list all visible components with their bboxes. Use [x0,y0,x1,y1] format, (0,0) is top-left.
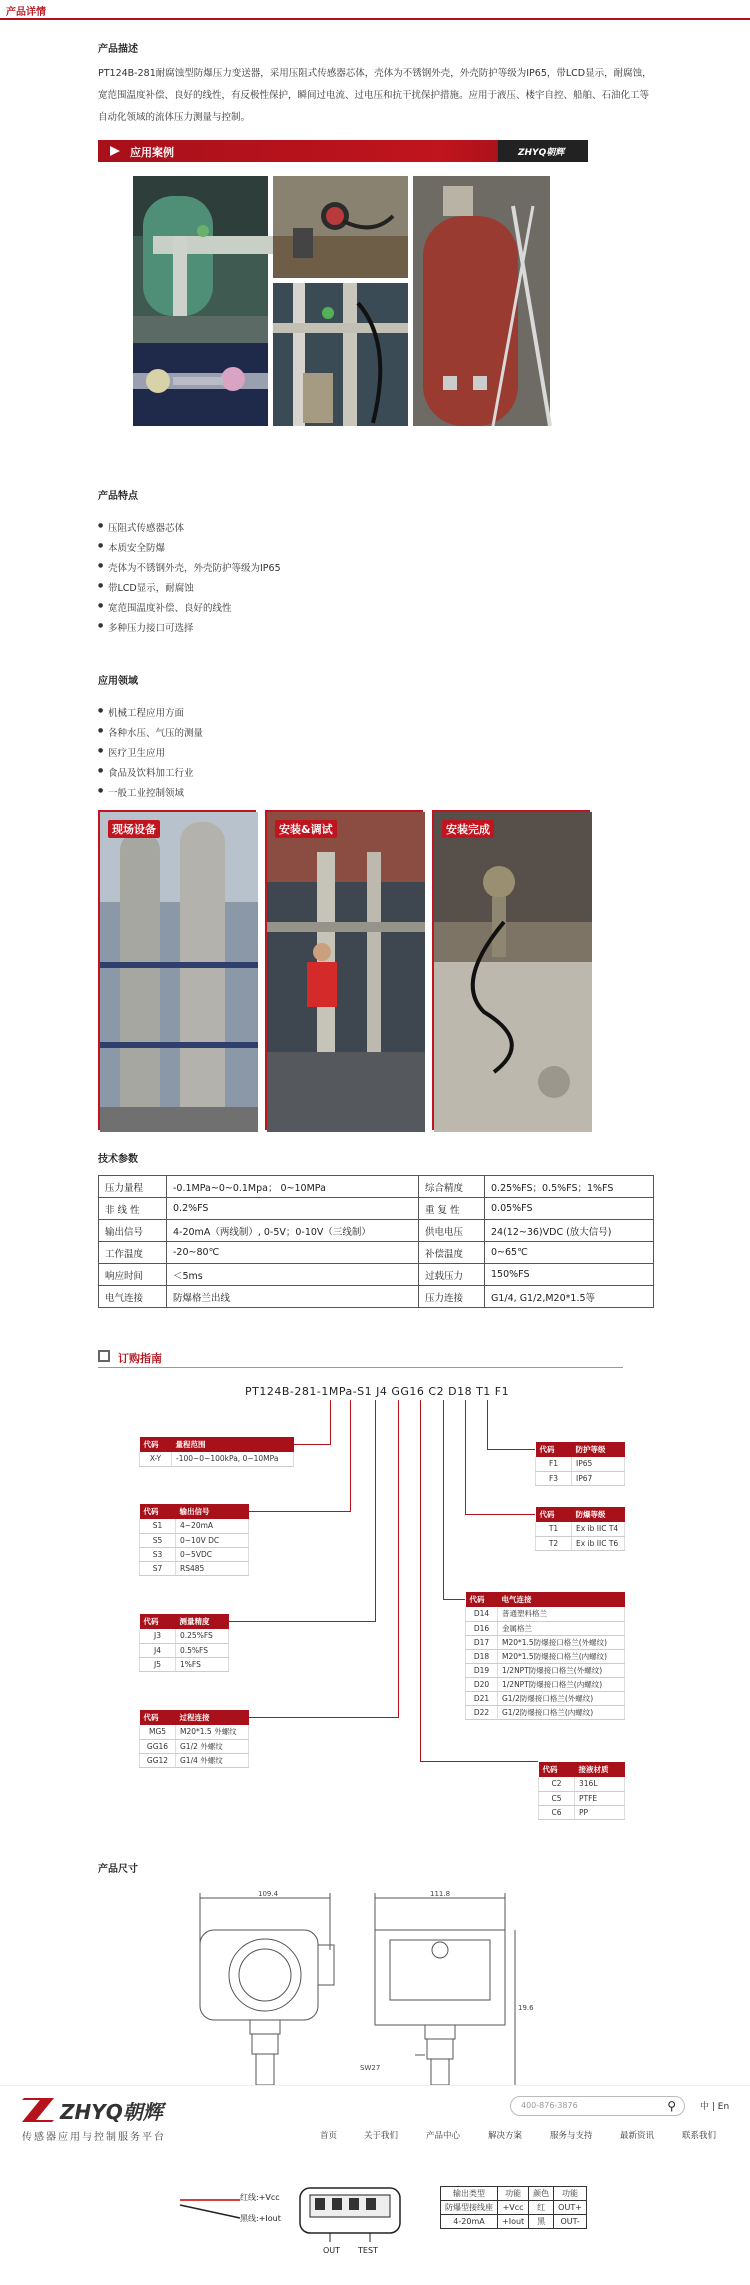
footer-brand: ZHYQ朝辉 [60,2100,163,2124]
brand-logo: ZHYQ朝辉 [498,140,588,162]
nav-home[interactable]: 首页 [320,2131,338,2141]
connector [443,1400,444,1600]
case-photo-5 [133,343,268,426]
table-row: 输出信号 4-20mA（两线制）, 0-5V；0-10V（三线制） 供电电压 24(12~36)VDC (放大信号) [99,1220,654,1242]
site-photo-install: 安装&调试 [265,810,423,1130]
connector [487,1400,488,1450]
terminal-test-label: TEST [358,2246,378,2255]
dimension-drawing [180,1890,534,2085]
application-item: ● 医疗卫生应用 [98,745,165,759]
table-row: 防爆型接线座 +Vcc 红 OUT+ [441,2201,587,2215]
case-photo-4 [273,283,408,426]
order-table-exproof: 代码 防爆等级 T1 Ex ib IIC T4 T2 Ex ib IIC T6 [535,1507,625,1551]
page-header-title: 产品详情 [6,7,46,18]
order-table-electric: 代码 电气连接 D14 普通塑料格兰 D16 金属格兰 D17 M20*1.5防爆接口格兰(外螺纹) D18 M20*1.5防爆接口格兰(内螺纹) D19 1/2NPT防爆接口格兰(外螺纹) D20 1/2NPT防爆接口格兰(内螺纹) D21 G1/2防爆接口格兰(外螺纹) D22 G1/2防爆接口格兰(内螺纹) [465,1592,625,1720]
feature-item: ● 带LCD显示，耐腐蚀 [98,580,194,594]
table-row: 响应时间 ＜5ms 过载压力 150%FS [99,1264,654,1286]
connector [226,1621,376,1622]
case-photo-3 [413,176,550,426]
feature-item: ● 壳体为不锈钢外壳，外壳防护等级为IP65 [98,560,281,574]
application-item: ● 机械工程应用方面 [98,705,184,719]
connector [330,1400,331,1445]
svg-text:111.8: 111.8 [430,1890,451,1898]
case-banner-title: 应用案例 [130,146,174,159]
nav-about[interactable]: 关于我们 [364,2131,399,2141]
application-item: ● 一般工业控制领域 [98,785,184,799]
terminal-out-label: OUT [323,2246,341,2255]
description-title: 产品描述 [98,44,138,55]
wiring-table [440,2186,587,2229]
wire-black-label: 黑线:+Iout [240,2214,281,2223]
nav-news[interactable]: 最新资讯 [620,2131,655,2141]
site-photo-equipment: 现场设备 [98,810,256,1130]
connector [398,1400,399,1718]
table-row: 压力量程 -0.1MPa~0~0.1Mpa； 0~10MPa 综合精度 0.25%FS；0.5%FS；1%FS [99,1176,654,1198]
connector [375,1400,376,1622]
spec-table [98,1175,654,1308]
connector [487,1449,535,1450]
order-table-output: 代码 输出信号 S1 4~20mA S5 0~10V DC S3 0~5VDC S7 RS485 [139,1504,249,1576]
language-switch[interactable]: 中 | En [700,2102,730,2112]
table-row: 非 线 性 0.2%FS 重 复 性 0.05%FS [99,1198,654,1220]
order-title: 订购指南 [118,1352,162,1365]
table-row: 工作温度 -20~80℃ 补偿温度 0~65℃ [99,1242,654,1264]
specs-title: 技术参数 [98,1154,138,1165]
model-code: PT124B-281-1MPa-S1 J4 GG16 C2 D18 T1 F1 [245,1385,510,1398]
footer-slogan: 传感器应用与控制服务平台 [22,2132,166,2143]
play-icon [110,146,120,156]
nav-contact[interactable]: 联系我们 [682,2131,717,2141]
search-input[interactable]: 400-876-3876 ⚲ [510,2096,685,2116]
order-table-range: 代码 量程范围 X-Y -100~0~100kPa, 0~10MPa [139,1437,294,1467]
nav-support[interactable]: 服务与支持 [550,2131,593,2141]
table-row: 4-20mA +Iout 黑 OUT- [441,2215,587,2229]
wire-red-label: 红线:+Vcc [240,2193,280,2202]
svg-text:109.4: 109.4 [258,1890,279,1898]
case-banner [98,140,588,162]
case-photo-1 [133,176,268,351]
order-table-material: 代码 接液材质 C2 316L C5 PTFE C6 PP [538,1762,625,1820]
features-title: 产品特点 [98,491,138,502]
document-icon [98,1350,110,1362]
connector [420,1400,421,1762]
connector [246,1717,399,1718]
description-text: PT124B-281耐腐蚀型防爆压力变送器，采用压阻式传感器芯体，壳体为不锈钢外壳，外壳防护等级为IP65，带LCD显示，耐腐蚀，宽范围温度补偿、良好的线性，有反极性保护，瞬间过电流、过电压和抗干扰保护措施。应用于液压、楼宇自控、船舶、石油化工等自动化领域的流体压力测量与控制。 [98,68,652,123]
top-bar [0,0,750,20]
nav-products[interactable]: 产品中心 [426,2131,461,2141]
feature-item: ● 多种压力接口可选择 [98,620,194,634]
connector [420,1761,538,1762]
feature-item: ● 宽范围温度补偿、良好的线性 [98,600,232,614]
order-table-process: 代码 过程连接 MG5 M20*1.5 外螺纹 GG16 G1/2 外螺纹 GG12 G1/4 外螺纹 [139,1710,249,1768]
case-photo-2 [273,176,408,278]
svg-text:SW27: SW27 [360,2064,381,2072]
connector [465,1400,466,1515]
table-row: 电气连接 防爆格兰出线 压力连接 G1/4, G1/2,M20*1.5等 [99,1286,654,1308]
connector [465,1514,535,1515]
connector [350,1400,351,1512]
feature-item: ● 压阻式传感器芯体 [98,520,184,534]
application-item: ● 食品及饮料加工行业 [98,765,194,779]
divider [98,1367,623,1368]
site-footer-nav [0,2085,750,2155]
order-table-accuracy: 代码 测量精度 J3 0.25%FS J4 0.5%FS J5 1%FS [139,1614,229,1672]
nav-solutions[interactable]: 解决方案 [488,2131,523,2141]
applications-title: 应用领域 [98,676,138,687]
order-table-protection: 代码 防护等级 F1 IP65 F3 IP67 [535,1442,625,1486]
application-item: ● 各种水压、气压的测量 [98,725,203,739]
connector [246,1511,351,1512]
brand-mark-icon [22,2096,56,2122]
svg-text:19.6: 19.6 [518,2004,534,2012]
site-photo-complete: 安装完成 [432,810,590,1130]
search-icon[interactable]: ⚲ [667,2099,676,2113]
dimensions-title: 产品尺寸 [98,1864,138,1875]
connector [443,1599,465,1600]
table-row: 输出类型 功能 颜色 功能 [441,2187,587,2201]
feature-item: ● 本质安全防爆 [98,540,165,554]
